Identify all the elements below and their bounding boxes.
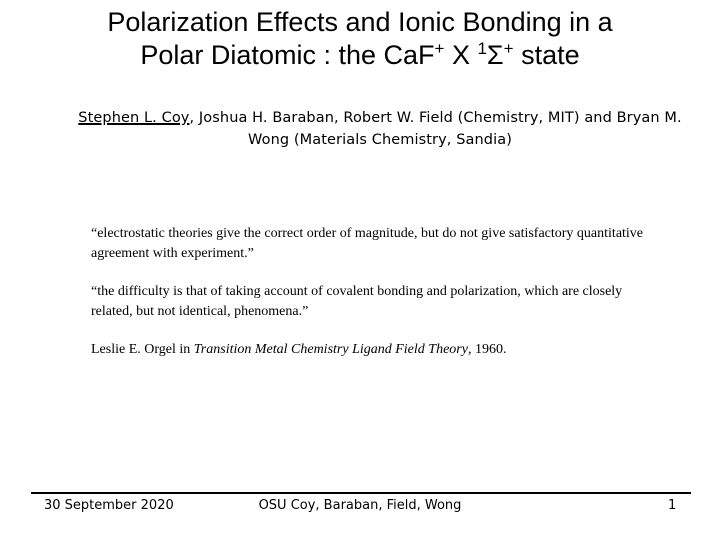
footer-authors: OSU Coy, Baraban, Field, Wong (258, 498, 462, 513)
footer-date: 30 September 2020 (44, 498, 174, 513)
presenting-author: Stephen L. Coy (78, 110, 190, 126)
author-list (60, 107, 700, 151)
title-sigma: Σ (486, 40, 504, 70)
title-molecule: Polar Diatomic : the CaF (140, 40, 435, 70)
quote-electrostatic: “electrostatic theories give the correct order of magnitude, but do not give satisfactory quantitative agreement with experiment.” (91, 226, 644, 261)
footer-divider (31, 492, 691, 494)
title-multiplicity: 1 (477, 39, 487, 58)
title-charge: + (434, 39, 445, 58)
page-number: 1 (668, 498, 677, 513)
quote-covalent-bonding: “the difficulty is that of taking account of covalent bonding and polarization, which are closely related, but not identical, phenomena.” (91, 284, 623, 319)
title-parity: + (503, 39, 514, 58)
citation-year: , 1960. (467, 342, 507, 357)
citation-author: Leslie E. Orgel in (91, 342, 194, 357)
title-line-1: Polarization Effects and Ionic Bonding in a (107, 7, 613, 37)
title-line-2 (0, 39, 720, 72)
other-authors: , Joshua H. Baraban, Robert W. Field (Chemistry, MIT) and Bryan M. Wong (Materials Chemistry, Sandia) (189, 110, 682, 148)
slide-title (0, 6, 720, 72)
citation-work: Transition Metal Chemistry Ligand Field Theory (193, 342, 468, 357)
quote-citation (91, 340, 651, 360)
title-state-label: X (444, 40, 478, 70)
title-suffix: state (513, 40, 580, 70)
